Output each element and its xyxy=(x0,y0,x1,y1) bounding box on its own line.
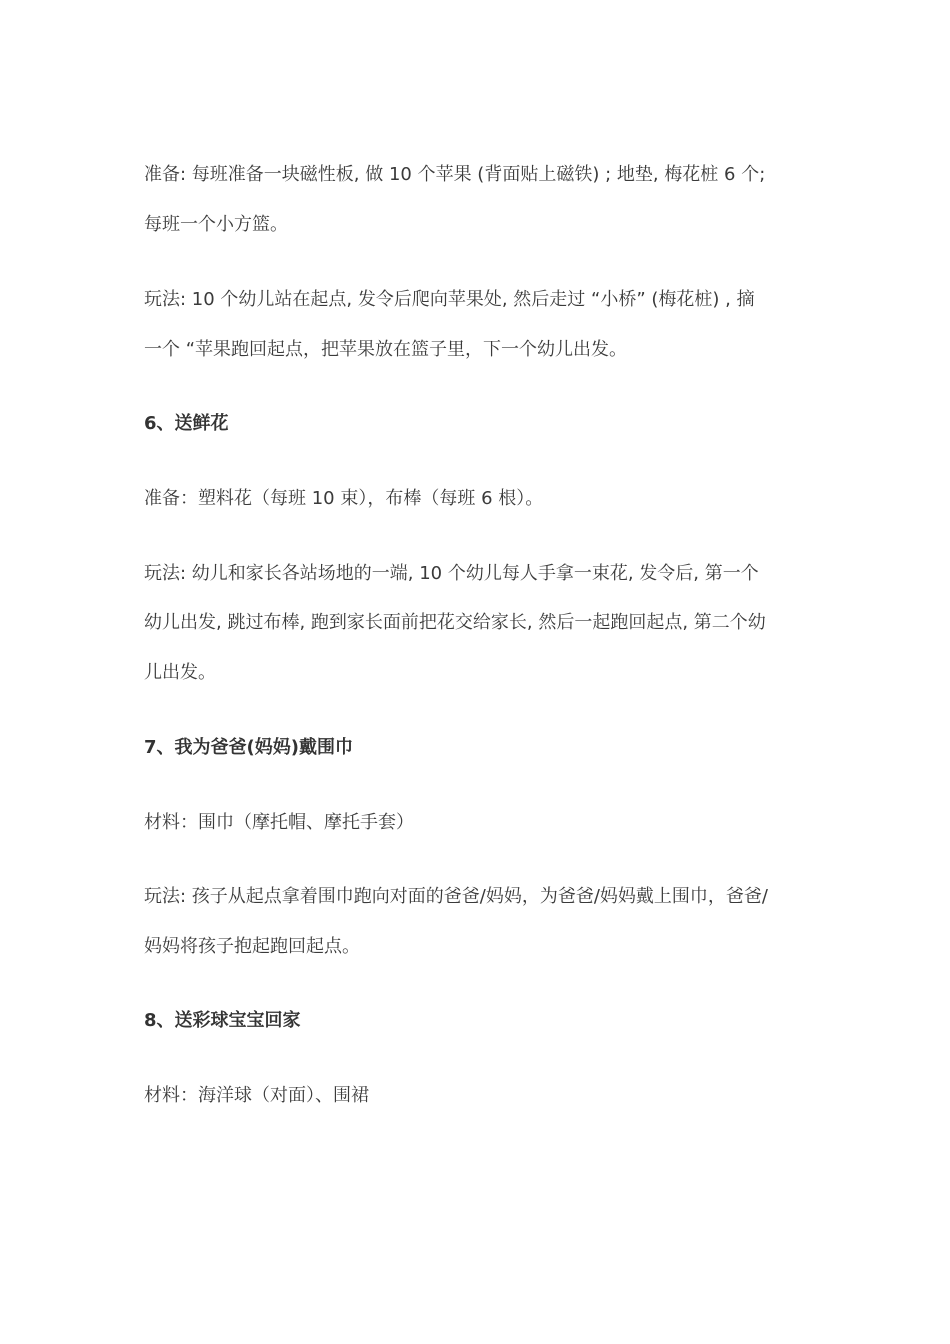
section-7-gameplay-line-2: 妈妈将孩子抱起跑回起点。 xyxy=(144,936,360,957)
section-8-materials: 材料：海洋球（对面）、围裙 xyxy=(144,1085,369,1106)
section-heading-6: 6、送鲜花 xyxy=(144,413,229,434)
section-6-gameplay-line-3: 儿出发。 xyxy=(144,662,216,683)
section-6-preparation: 准备：塑料花（每班 10 束），布棒（每班 6 根）。 xyxy=(144,488,544,509)
section-7-materials: 材料：围巾（摩托帽、摩托手套） xyxy=(144,812,414,833)
section-heading-8: 8、送彩球宝宝回家 xyxy=(144,1010,301,1031)
gameplay-line-2: 一个 “苹果跑回起点，把苹果放在篮子里，下一个幼儿出发。 xyxy=(144,339,628,360)
section-6-gameplay-line-2: 幼儿出发, 跳过布棒, 跑到家长面前把花交给家长, 然后一起跑回起点, 第二个幼 xyxy=(144,612,766,633)
section-7-gameplay-line-1: 玩法: 孩子从起点拿着围巾跑向对面的爸爸/妈妈，为爸爸/妈妈戴上围巾，爸爸/ xyxy=(144,886,768,907)
section-6-gameplay-line-1: 玩法: 幼儿和家长各站场地的一端, 10 个幼儿每人手拿一束花, 发令后, 第一个 xyxy=(144,563,759,584)
gameplay-line-1: 玩法: 10 个幼儿站在起点, 发令后爬向苹果处, 然后走过 “小桥” (梅花桩) , 摘 xyxy=(144,289,755,310)
preparation-line-1: 准备: 每班准备一块磁性板, 做 10 个苹果 (背面贴上磁铁) ; 地垫, 梅花桩 6 个; xyxy=(144,164,766,185)
preparation-line-2: 每班一个小方篮。 xyxy=(144,214,288,235)
section-heading-7: 7、我为爸爸(妈妈)戴围巾 xyxy=(144,737,353,758)
